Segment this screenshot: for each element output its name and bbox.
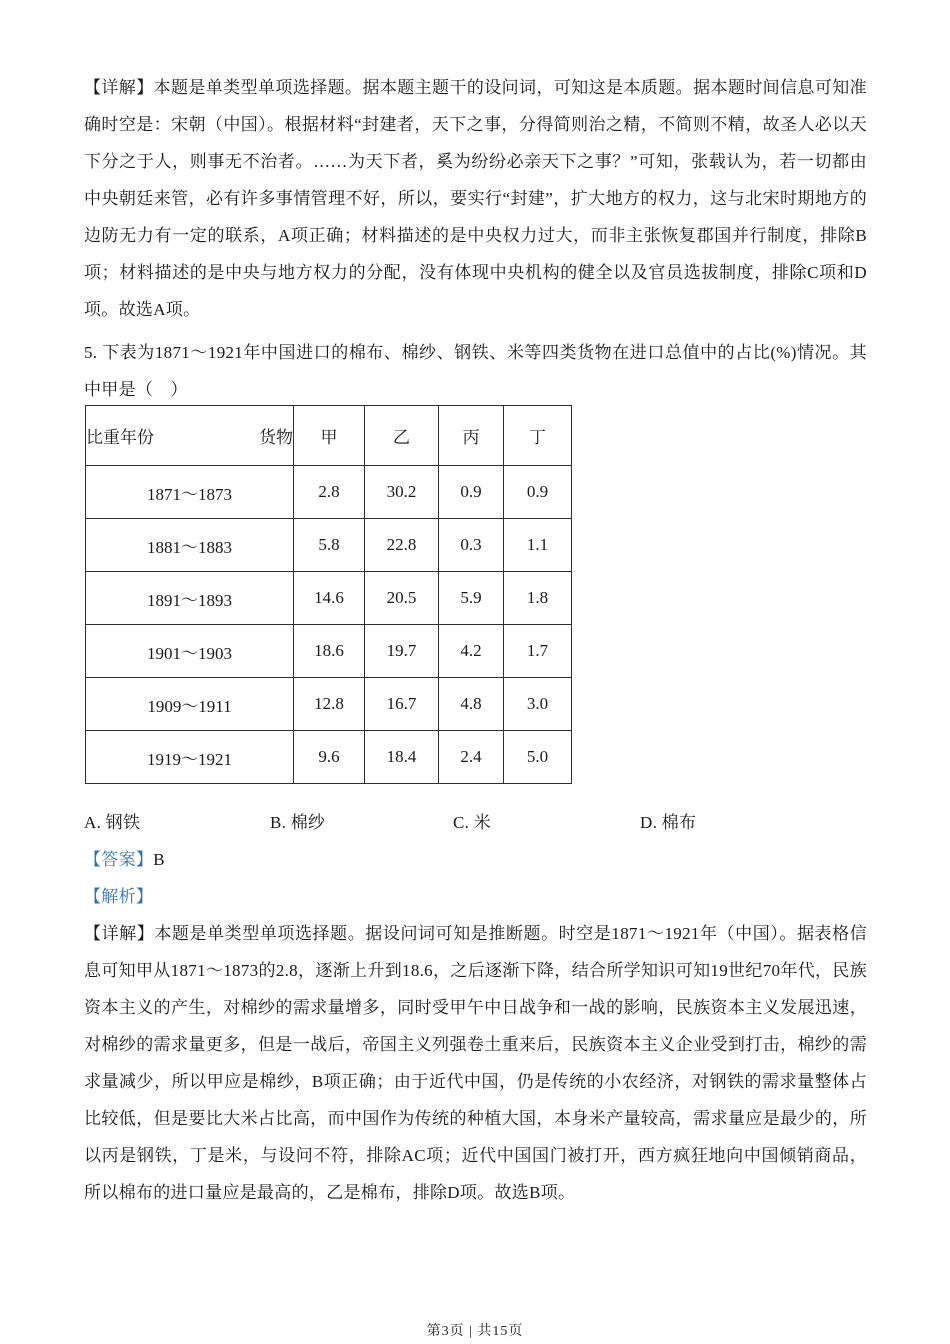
analysis-line [84,878,867,915]
table-row [86,466,572,519]
table-col-header-yi: 乙 [365,406,439,466]
period-cell: 1919～1921 [86,731,294,784]
analysis-label: 【解析】 [84,887,154,906]
value-cell: 5.0 [504,731,572,784]
page-content [84,0,867,1211]
import-share-table [85,405,572,784]
explanation-q5-label: 【详解】 [84,924,155,943]
value-cell: 2.8 [294,466,365,519]
value-cell: 3.0 [504,678,572,731]
value-cell: 12.8 [294,678,365,731]
explanation-q5-paragraph [84,915,867,1211]
explanation-q5-text: 本题是单类型单项选择题。据设问词可知是推断题。时空是1871～1921年（中国）。据表格信息可知甲从1871～1873的2.8，逐渐上升到18.6，之后逐渐下降，结合所学知识可知19世纪70年代，民族资本主义的产生，对棉纱的需求量增多，同时受甲午中日战争和一战的影响，民族资本主义发展迅速，对棉纱的需求量更多，但是一战后，帝国主义列强卷土重来后，民族资本主义企业受到打击，棉纱的需求量减少，所以甲应是棉纱，B项正确；由于近代中国，仍是传统的小农经济，对钢铁的需求量整体占比较低，但是要比大米占比高，而中国作为传统的种植大国，本身米产量较高，需求量应是最少的，所以丙是钢铁，丁是米，与设问不符，排除AC项；近代中国国门被打开，西方疯狂地向中国倾销商品，所以棉布的进口量应是最高的，乙是棉布，排除D项。故选B项。 [84,924,867,1202]
value-cell: 0.9 [504,466,572,519]
value-cell: 20.5 [365,572,439,625]
value-cell: 2.4 [439,731,504,784]
value-cell: 4.2 [439,625,504,678]
value-cell: 18.6 [294,625,365,678]
table-row [86,678,572,731]
value-cell: 4.8 [439,678,504,731]
table-row [86,625,572,678]
table-header-row [86,406,572,466]
table-row [86,519,572,572]
page-number-text: 第3页 | 共15页 [426,1324,524,1339]
period-cell: 1891～1893 [86,572,294,625]
period-cell: 1909～1911 [86,678,294,731]
value-cell: 1.1 [504,519,572,572]
period-cell: 1901～1903 [86,625,294,678]
corner-label-years: 比重年份 [86,428,154,447]
option-d: D. 棉布 [640,813,697,832]
option-a: A. 钢铁 [84,813,141,832]
table-row [86,731,572,784]
question-5-text: 5. 下表为1871～1921年中国进口的棉布、棉纱、钢铁、米等四类货物在进口总值中的占比(%)情况。其中甲是（ ） [84,343,867,399]
table-col-header-ding: 丁 [504,406,572,466]
explanation-q4-label: 【详解】 [84,78,154,97]
question-5-stem [84,334,867,408]
value-cell: 22.8 [365,519,439,572]
value-cell: 1.8 [504,572,572,625]
value-cell: 30.2 [365,466,439,519]
value-cell: 16.7 [365,678,439,731]
value-cell: 5.8 [294,519,365,572]
value-cell: 0.9 [439,466,504,519]
value-cell: 0.3 [439,519,504,572]
options-row [84,804,867,841]
table-col-header-bing: 丙 [439,406,504,466]
period-cell: 1881～1883 [86,519,294,572]
period-cell: 1871～1873 [86,466,294,519]
table-corner-labels [86,423,293,448]
explanation-q4-text: 本题是单类型单项选择题。据本题主题干的设问词，可知这是本质题。据本题时间信息可知准确时空是：宋朝（中国）。根据材料“封建者，天下之事，分得简则治之精，不简则不精，故圣人必以天下分之于人，则事无不治者。……为天下者，奚为纷纷必亲天下之事？”可知，张载认为，若一切都由中央朝廷来管，必有许多事情管理不好，所以，要实行“封建”，扩大地方的权力，这与北宋时期地方的边防无力有一定的联系，A项正确；材料描述的是中央权力过大，而非主张恢复郡国并行制度，排除B项；材料描述的是中央与地方权力的分配，没有体现中央机构的健全以及官员选拔制度，排除C项和D项。故选A项。 [84,78,867,319]
corner-label-goods: 货物 [259,428,293,447]
explanation-q4-paragraph [84,69,867,328]
answer-value: B [153,850,165,869]
value-cell: 5.9 [439,572,504,625]
table-row [86,572,572,625]
value-cell: 18.4 [365,731,439,784]
table-corner-cell [86,406,294,466]
answer-line [84,841,867,878]
value-cell: 19.7 [365,625,439,678]
option-c: C. 米 [453,813,492,832]
value-cell: 14.6 [294,572,365,625]
value-cell: 1.7 [504,625,572,678]
option-b: B. 棉纱 [270,813,326,832]
answer-label: 【答案】 [84,850,154,869]
page-footer [0,1320,950,1340]
table-col-header-jia: 甲 [294,406,365,466]
value-cell: 9.6 [294,731,365,784]
